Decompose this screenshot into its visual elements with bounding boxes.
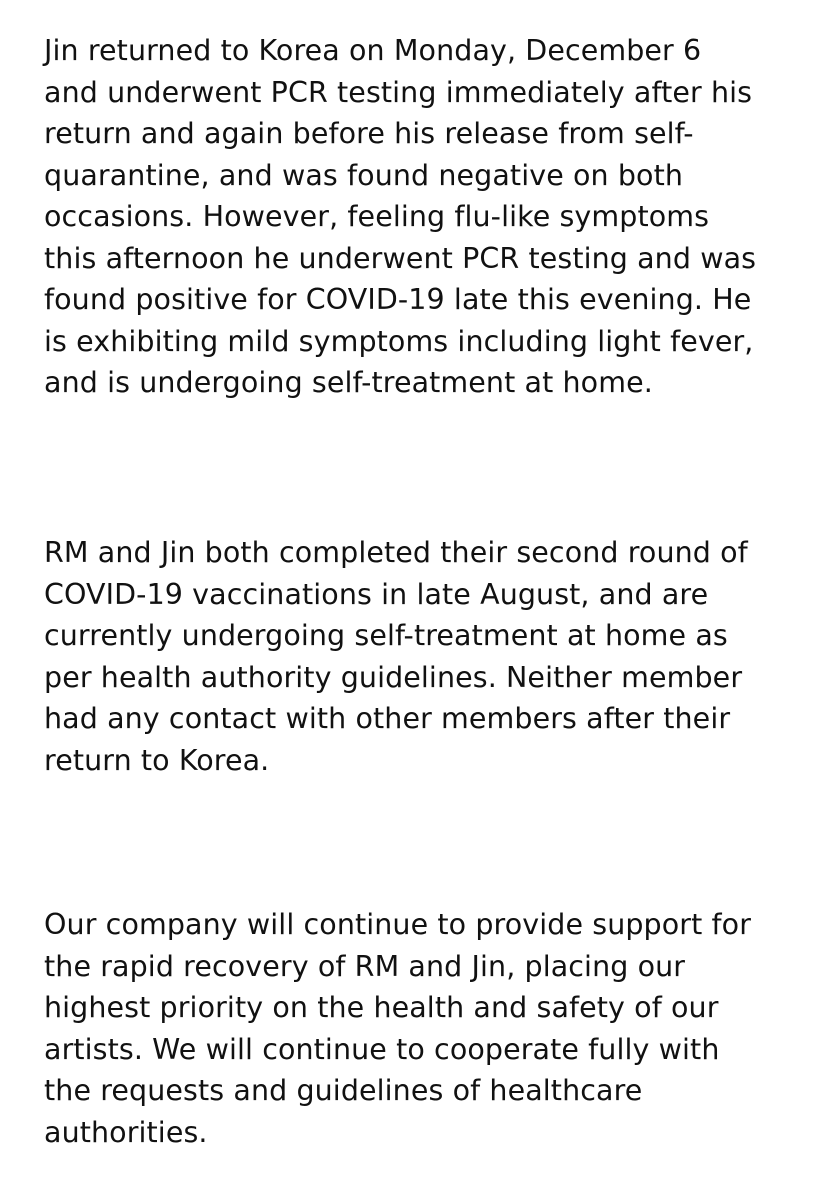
text-line: this afternoon he underwent PCR testing and was xyxy=(44,241,757,275)
text-line: RM and Jin both completed their second round of xyxy=(44,536,748,569)
text-line: had any contact with other members after their xyxy=(44,702,731,735)
text-line: currently undergoing self-treatment at home as xyxy=(44,619,728,652)
text-line: the requests and guidelines of healthcare xyxy=(44,1074,643,1107)
text-line: the rapid recovery of RM and Jin, placing our xyxy=(44,949,686,983)
text-line: per health authority guidelines. Neither member xyxy=(44,660,743,694)
paragraph-vaccination-status xyxy=(44,532,784,781)
text-line: and underwent PCR testing immediately after his xyxy=(44,75,753,109)
text-line: authorities. xyxy=(44,1115,208,1149)
text-line: COVID-19 vaccinations in late August, and are xyxy=(44,577,709,611)
paragraph-jin-test-result xyxy=(44,30,784,404)
text-line: highest priority on the health and safety of our xyxy=(44,991,719,1024)
text-line: found positive for COVID-19 late this evening. He xyxy=(44,283,752,316)
text-line: occasions. However, feeling flu-like symptoms xyxy=(44,200,710,233)
text-line: Jin returned to Korea on Monday, December 6 xyxy=(44,34,702,67)
text-line: return to Korea. xyxy=(44,743,270,777)
text-line: and is undergoing self-treatment at home. xyxy=(44,366,653,399)
paragraph-company-support xyxy=(44,904,784,1153)
text-line: is exhibiting mild symptoms including light fever, xyxy=(44,324,754,358)
text-line: Our company will continue to provide support for xyxy=(44,908,752,941)
text-line: artists. We will continue to cooperate fully with xyxy=(44,1032,720,1066)
text-line: return and again before his release from self- xyxy=(44,117,694,150)
text-line: quarantine, and was found negative on both xyxy=(44,158,684,192)
